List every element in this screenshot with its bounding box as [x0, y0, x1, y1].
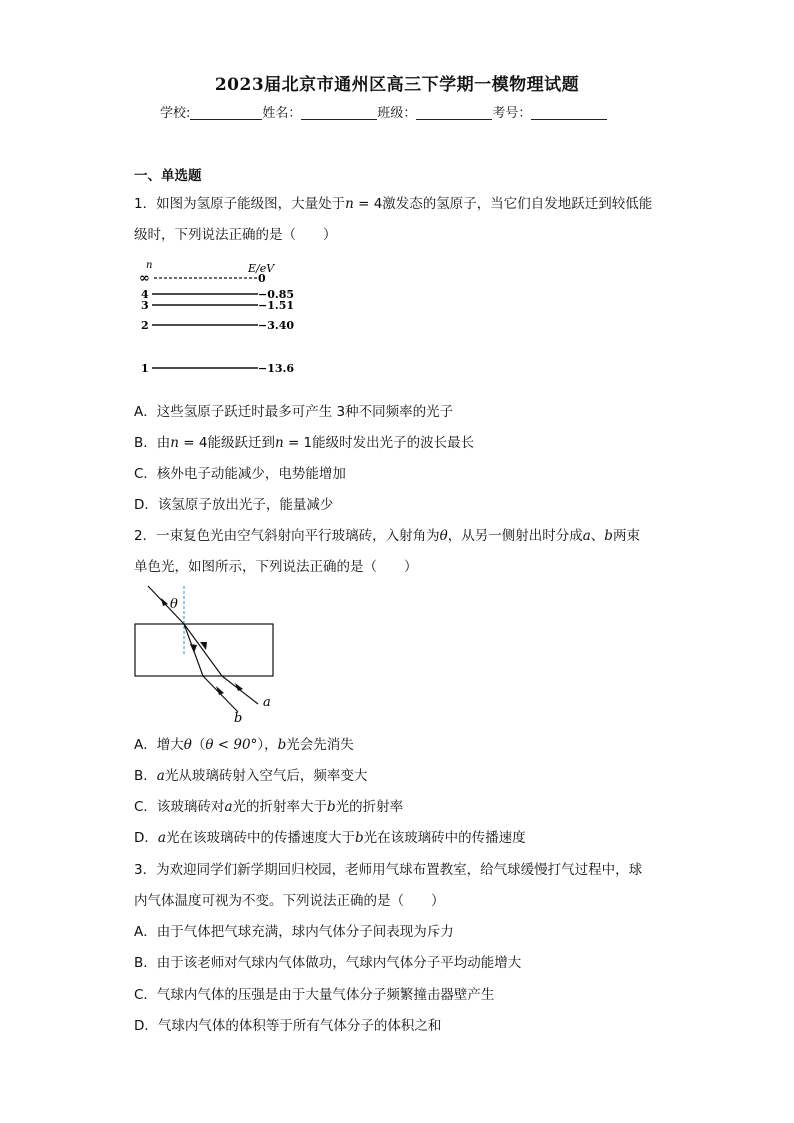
level-1-n: 1	[141, 362, 149, 375]
level-3-n: 3	[141, 299, 149, 312]
q1-option-b-text-3: = 1能级时发出光子的波长最长	[283, 435, 475, 451]
name-label: 姓名：	[262, 106, 302, 121]
page-title: 2023届北京市通州区高三下学期一模物理试题	[214, 75, 580, 95]
q3-option-a[interactable]: A．由于气体把气球充满，球内气体分子间表现为斥力	[134, 924, 454, 940]
q1-option-c[interactable]: C．核外电子动能减少，电势能增加	[134, 466, 346, 482]
q2-option-b-a: a	[156, 768, 165, 784]
ray-a-inside	[184, 624, 222, 676]
q3-option-c[interactable]: C．气球内气体的压强是由于大量气体分子频繁撞击器壁产生	[134, 987, 495, 1003]
number-label: 考号：	[492, 106, 532, 121]
class-label: 班级：	[377, 106, 417, 121]
q2-option-c-text-2: 光的折射率大于	[232, 799, 327, 815]
q2-option-c[interactable]	[134, 795, 403, 815]
q2-option-d-text: D．	[134, 830, 158, 846]
q2-stem-line2: 单色光，如图所示，下列说法正确的是（ ）	[134, 559, 418, 575]
q2-stem-a: a	[582, 528, 591, 544]
theta-label: θ	[170, 597, 178, 612]
q2-stem-text-4: 两束	[612, 528, 640, 544]
level-inf-e: 0	[258, 272, 266, 285]
q2-stem-theta: θ	[439, 528, 448, 544]
q2-option-b-text-2: 光从玻璃砖射入空气后，频率变大	[164, 768, 368, 784]
q2-stem-text: 2．一束复色光由空气斜射向平行玻璃砖，入射角为	[134, 528, 440, 544]
e-axis-label: E/eV	[248, 262, 275, 275]
level-2-e: −3.40	[258, 319, 295, 332]
q2-stem-text-3: 、	[590, 528, 605, 544]
q1-option-b[interactable]	[134, 431, 474, 451]
refraction-diagram	[130, 582, 290, 724]
q2-stem-text-2: ，从另一侧射出时分成	[447, 528, 583, 544]
q2-option-c-text: C．该玻璃砖对	[134, 799, 225, 815]
number-blank[interactable]	[531, 105, 607, 120]
level-4-n: 4	[141, 288, 149, 301]
level-1-e: −13.6	[258, 362, 295, 375]
incident-arrow	[161, 598, 168, 606]
q2-option-d[interactable]	[134, 826, 526, 846]
q1-stem-text-2: 激发态的氢原子，当它们自发地跃迁到较低能	[382, 196, 653, 212]
section-heading: 一、单选题	[134, 168, 202, 184]
q3-option-d[interactable]: D．气球内气体的体积等于所有气体分子的体积之和	[134, 1018, 442, 1034]
q2-option-a-text-2: （	[191, 737, 206, 753]
q3-option-b[interactable]: B．由于该老师对气球内气体做功，气球内气体分子平均动能增大	[134, 955, 522, 971]
q1-option-a[interactable]: A．这些氢原子跃迁时最多可产生 3种不同频率的光子	[134, 404, 454, 420]
q2-option-a[interactable]	[134, 733, 354, 753]
level-2-n: 2	[141, 319, 149, 332]
q2-option-b[interactable]	[134, 764, 367, 784]
q1-stem-line1	[134, 192, 652, 212]
class-blank[interactable]	[416, 105, 492, 120]
q2-option-a-text-4: 光会先消失	[286, 737, 354, 753]
name-blank[interactable]	[301, 105, 377, 120]
incident-ray	[148, 586, 184, 624]
ray-b-label: b	[234, 711, 243, 724]
ray-b-arrow	[190, 644, 197, 653]
energy-level-diagram	[130, 258, 310, 380]
q1-stem-line2: 级时，下列说法正确的是（ ）	[134, 227, 337, 243]
q2-option-c-b: b	[327, 799, 336, 815]
school-blank[interactable]	[190, 105, 262, 120]
q2-option-c-a: a	[224, 799, 233, 815]
ray-a-arrow	[200, 642, 207, 650]
q2-option-a-text-3: ），	[257, 737, 278, 753]
school-label: 学校:	[160, 106, 191, 121]
q3-stem-line2: 内气体温度可视为不变。下列说法正确的是（ ）	[134, 893, 445, 909]
q1-option-b-var: n	[170, 435, 179, 451]
q1-stem-var: n	[345, 196, 354, 212]
q2-option-d-text-2: 光在该玻璃砖中的传播速度大于	[165, 830, 355, 846]
q1-option-b-var-2: n	[274, 435, 284, 451]
q2-option-d-a: a	[157, 830, 166, 846]
q2-option-a-b: b	[277, 737, 287, 753]
q2-option-a-text: A．增大	[134, 737, 184, 753]
q2-option-d-b: b	[354, 830, 364, 846]
q1-option-b-text-2: = 4能级跃迁到	[178, 435, 275, 451]
ray-a-label: a	[263, 695, 271, 710]
q1-option-b-text: B．由	[134, 435, 171, 451]
q2-option-c-text-3: 光的折射率	[335, 799, 404, 815]
q2-stem-line1	[134, 524, 640, 544]
level-inf-n: ∞	[139, 271, 150, 286]
n-axis-label: n	[146, 260, 153, 271]
level-4-e: −0.85	[258, 288, 295, 301]
glass-slab	[135, 624, 273, 676]
q3-stem-line1: 3．为欢迎同学们新学期回归校园，老师用气球布置教室，给气球缓慢打气过程中，球	[134, 862, 643, 878]
q2-stem-b: b	[604, 528, 613, 544]
q2-option-b-text: B．	[134, 768, 157, 784]
q1-stem-eq: = 4	[353, 196, 383, 212]
q1-option-d[interactable]: D．该氢原子放出光子，能量减少	[134, 497, 334, 513]
q2-option-a-cond: θ < 90°	[205, 737, 258, 753]
q2-option-a-theta: θ	[183, 737, 192, 753]
q2-option-d-text-3: 光在该玻璃砖中的传播速度	[363, 830, 526, 846]
q1-stem-text: 1．如图为氢原子能级图，大量处于	[134, 196, 346, 212]
student-info-fields	[160, 102, 607, 121]
level-3-e: −1.51	[258, 299, 295, 312]
